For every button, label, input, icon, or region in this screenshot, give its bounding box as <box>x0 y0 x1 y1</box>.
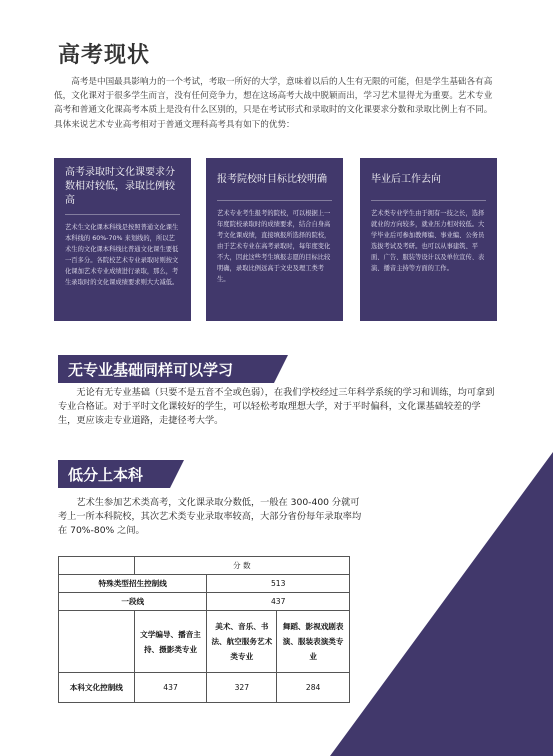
row-value: 513 <box>207 575 350 593</box>
section-heading-no-foundation <box>58 355 274 383</box>
card-title: 报考院校时目标比较明确 <box>217 166 332 201</box>
section-heading-text: 无专业基础同样可以学习 <box>68 360 234 379</box>
intro-paragraph <box>54 75 500 132</box>
section-heading-low-score <box>58 460 170 488</box>
table-row <box>59 575 350 593</box>
category-cell: 文学编导、播音主持、摄影类专业 <box>134 611 207 673</box>
score-table <box>58 556 350 703</box>
table-header-row <box>59 557 350 575</box>
section-heading-text: 低分上本科 <box>68 465 144 484</box>
table-empty-cell <box>59 611 135 673</box>
card-title: 高考录取时文化课要求分数相对较低，录取比例较高 <box>65 166 180 215</box>
page-title: 高考现状 <box>58 43 151 68</box>
row-label: 特殊类型招生控制线 <box>59 575 207 593</box>
table-row <box>59 593 350 611</box>
row-value: 327 <box>207 673 277 703</box>
card-body: 艺术生文化课本科线是按照普通文化课生本科线的 60%-70% 来划线的，所以艺术生的文化课本科线比普通文化课生要低一百多分。各院校艺术专业录取时则按文化课加艺术专业成绩进行录取，那么，考生录取时的文化课成绩要求则大大减低。 <box>65 224 179 286</box>
table-corner-cell <box>59 557 135 575</box>
row-value: 437 <box>134 673 207 703</box>
heading-tail-shape <box>170 460 184 488</box>
advantage-card-career <box>360 158 497 321</box>
advantage-card-low-score <box>54 158 191 321</box>
section-text: 艺术生参加艺术类高考，文化课录取分数低，一般在 300-400 分就可考上一所本科院校，其次艺术类专业录取率较高，大部分省份每年录取率均在 70%-80% 之间。 <box>58 497 362 536</box>
advantage-card-clear-target <box>206 158 343 321</box>
row-value: 437 <box>207 593 350 611</box>
table-header-cell: 分 数 <box>134 557 349 575</box>
category-cell: 美术、音乐、书法、航空服务艺术类专业 <box>207 611 277 673</box>
row-label: 本科文化控制线 <box>59 673 135 703</box>
category-cell: 舞蹈、影视戏剧表演、服装表演类专业 <box>277 611 350 673</box>
row-value: 284 <box>277 673 350 703</box>
intro-text: 高考是中国最具影响力的一个考试，考取一所好的大学，意味着以后的人生有无限的可能，但是学生基础各有高低，文化课对于很多学生而言，没有任何竞争力，想在这场高考大战中脱颖而出，学习艺术显得尤为重要。艺术专业高考和普通文化课高考本质上是没有什么区别的，只是在考试形式和录取时的文化课要求分数和录取比例上有不同。具体来说艺术专业高考相对于普通文理科高考具有如下的优势： <box>54 77 493 130</box>
card-body: 艺术类专业学生由于拥有一技之长，选择就业的方向较多，就业压力相对较低。大学毕业后可参加教师编、事业编、公务员选拔考试及考研。也可以从事建筑、平面、广告、服装等设计以及单位宣传、表演、播音主持等方面的工作。 <box>371 210 485 272</box>
section-paragraph-no-foundation <box>58 386 498 428</box>
heading-tail-shape <box>274 355 288 383</box>
card-body: 艺术专业考生报考的院校，可以根据上一年度院校录取时的成绩要求，结合自身高考文化课成绩，直接填报所选择的院校，由于艺术专业在高考录取时，每年度变化不大，因此这些考生填报志愿的目标比较明确，录取比例远高于文史及理工类考生。 <box>217 210 331 283</box>
row-label: 一段线 <box>59 593 207 611</box>
section-paragraph-low-score <box>58 496 363 538</box>
section-text: 无论有无专业基础（只要不是五音不全或色弱），在我们学校经过三年科学系统的学习和训练，均可拿到专业合格证。对于平时文化课较好的学生，可以轻松考取理想大学，对于平时偏科，文化课基础较差的学生，更应该走专业道路，走捷径考大学。 <box>58 387 495 426</box>
table-row <box>59 673 350 703</box>
card-title: 毕业后工作去向 <box>371 166 486 201</box>
table-category-row <box>59 611 350 673</box>
